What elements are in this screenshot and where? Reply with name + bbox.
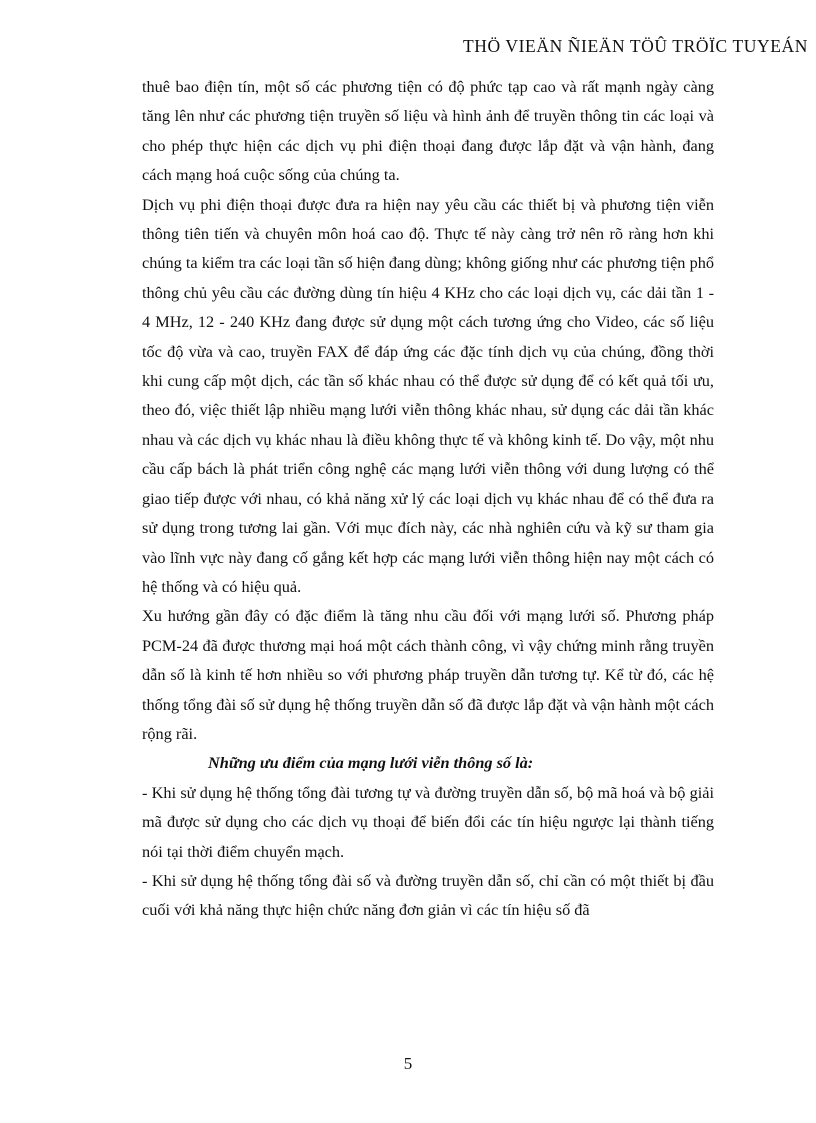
running-header: THÖ VIEÄN ÑIEÄN TÖÛ TRÖÏC TUYEÁN [462, 36, 808, 56]
bullet-item: - Khi sử dụng hệ thống tổng đài tương tự và đường truyền dẫn số, bộ mã hoá và bộ giải mã được sử dụng cho các dịch vụ thoại để biến đổi các tín hiệu ngược lại thành tiếng nói tại thời điểm chuyển mạch. [142, 782, 714, 861]
paragraph-intro: thuê bao điện tín, một số các phương tiện có độ phức tạp cao và rất mạnh ngày càng tăng lên như các phương tiện truyền số liệu và hình ảnh để truyền thông tin các loại và cho phép thực hiện các dịch vụ phi điện thoại đang được lắp đặt và vận hành, đang cách mạng hoá cuộc sống của chúng ta. [142, 77, 714, 185]
page-number: 5 [403, 1054, 413, 1073]
section-heading: Những ưu điểm của mạng lưới viễn thông số là: [208, 753, 534, 773]
paragraph-non-telephone-services: Dịch vụ phi điện thoại được đưa ra hiện nay yêu cầu các thiết bị và phương tiện viễn thông tiên tiến và chuyên môn hoá cao độ. Thực tế này càng trở nên rõ ràng hơn khi chúng ta kiểm tra các loại tần số hiện đang dùng; không giống như các phương tiện phổ thông chủ yêu cầu các đường dùng tín hiệu 4 KHz cho các loại dịch vụ, các dải tần 1 - 4 MHz, 12 - 240 KHz đang được sử dụng một cách tương ứng cho Video, các số liệu tốc độ vừa và cao, truyền FAX để đáp ứng các đặc tính dịch vụ của chúng, đồng thời khi cung cấp một dịch, các tần số khác nhau có thể được sử dụng để có kết quả tối ưu, theo đó, việc thiết lập nhiều mạng lưới viễn thông khác nhau, sử dụng các dải tần khác nhau và các dịch vụ khác nhau là điều không thực tế và không kinh tế. Do vậy, một nhu cầu cấp bách là phát triển công nghệ các mạng lưới viễn thông với dung lượng có thể giao tiếp được với nhau, có khả năng xử lý các loại dịch vụ khác nhau để có thể đưa ra sử dụng trong tương lai gần. Với mục đích này, các nhà nghiên cứu và kỹ sư tham gia vào lĩnh vực này đang cố gắng kết hợp các mạng lưới viễn thông hiện nay một cách có hệ thống và có hiệu quả. [142, 194, 714, 596]
bullet-item: - Khi sử dụng hệ thống tổng đài số và đường truyền dẫn số, chỉ cần có một thiết bị đầu cuối với khả năng thực hiện chức năng đơn giản vì các tín hiệu số đã [142, 870, 714, 920]
paragraph-digital-trend: Xu hướng gần đây có đặc điểm là tăng nhu cầu đối với mạng lưới số. Phương pháp PCM-24 đã được thương mại hoá một cách thành công, vì vậy chứng minh rằng truyền dẫn số là kinh tế hơn nhiều so với phương pháp truyền dẫn tương tự. Kể từ đó, các hệ thống tổng đài số sử dụng hệ thống truyền dẫn số đã được lắp đặt và vận hành một cách rộng rãi. [142, 606, 714, 743]
page-body [142, 72, 714, 925]
